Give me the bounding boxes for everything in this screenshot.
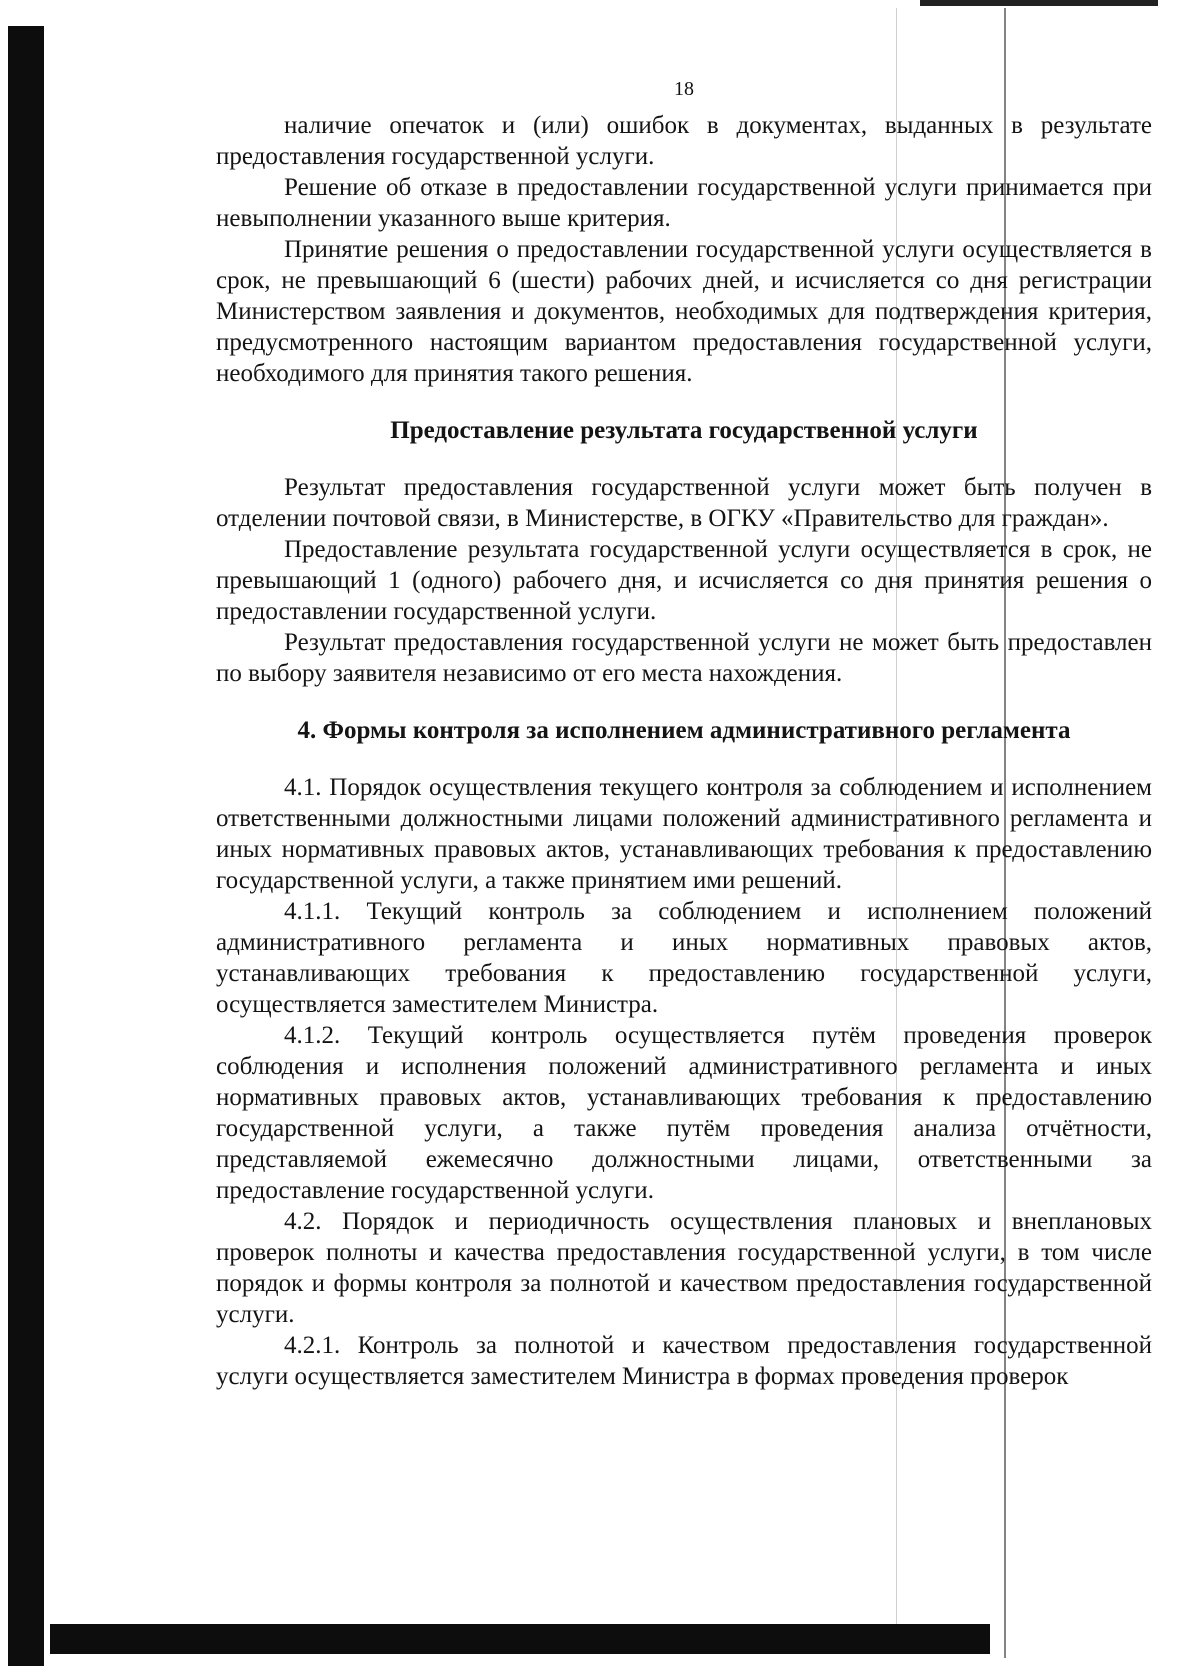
paragraph-4-1: 4.1. Порядок осуществления текущего контроля за соблюдением и исполнением ответственными должностными лицами положений административного регламента и иных нормативных правовых актов, устанавливающих требования к предоставлению государственной услуги, а также принятием ими решений. [216, 774, 1152, 894]
heading-section-4-control: 4. Формы контроля за исполнением административного регламента [297, 717, 1071, 744]
paragraph-result-channels: Результат предоставления государственной услуги может быть получен в отделении почтовой связи, в Министерстве, в ОГКУ «Правительство для граждан». [216, 474, 1152, 532]
paragraph-result-extraterritorial: Результат предоставления государственной услуги не может быть предоставлен по выбору заявителя независимо от его места нахождения. [216, 629, 1152, 687]
heading-service-result: Предоставление результата государственной услуги [390, 417, 978, 444]
paragraph-result-term: Предоставление результата государственной услуги осуществляется в срок, не превышающий 1 (одного) рабочего дня, и исчисляется со дня принятия решения о предоставлении государственной услуги. [216, 536, 1152, 625]
page-number: 18 [674, 78, 694, 100]
document-page [216, 74, 1152, 1392]
paragraph-typos-criterion: наличие опечаток и (или) ошибок в документах, выданных в результате предоставления государственной услуги. [216, 112, 1152, 170]
scan-edge-bottom [50, 1624, 990, 1654]
paragraph-refusal-decision: Решение об отказе в предоставлении государственной услуги принимается при невыполнении указанного выше критерия. [216, 174, 1152, 232]
paragraph-4-2-1: 4.2.1. Контроль за полнотой и качеством предоставления государственной услуги осуществляется заместителем Министра в формах проведения проверок [216, 1332, 1152, 1390]
paragraph-4-1-1: 4.1.1. Текущий контроль за соблюдением и исполнением положений административного регламента и иных нормативных правовых актов, устанавливающих требования к предоставлению государственной услуги, осуществляется заместителем Министра. [216, 898, 1152, 1018]
paragraph-4-1-2: 4.1.2. Текущий контроль осуществляется путём проведения проверок соблюдения и исполнения положений административного регламента и иных нормативных правовых актов, устанавливающих требования к предоставлению государственной услуги, а также путём проведения анализа отчётности, представляемой ежемесячно должностными лицами, ответственными за предоставление государственной услуги. [216, 1022, 1152, 1204]
paragraph-4-2: 4.2. Порядок и периодичность осуществления плановых и внеплановых проверок полноты и качества предоставления государственной услуги, в том числе порядок и формы контроля за полнотой и качеством предоставления государственной услуги. [216, 1208, 1152, 1328]
paragraph-decision-term: Принятие решения о предоставлении государственной услуги осуществляется в срок, не превышающий 6 (шести) рабочих дней, и исчисляется со дня регистрации Министерством заявления и документов, необходимых для подтверждения критерия, предусмотренного настоящим вариантом предоставления государственной услуги, необходимого для принятия такого решения. [216, 236, 1152, 387]
scan-edge-top [920, 0, 1158, 6]
scan-edge-left [8, 26, 44, 1666]
